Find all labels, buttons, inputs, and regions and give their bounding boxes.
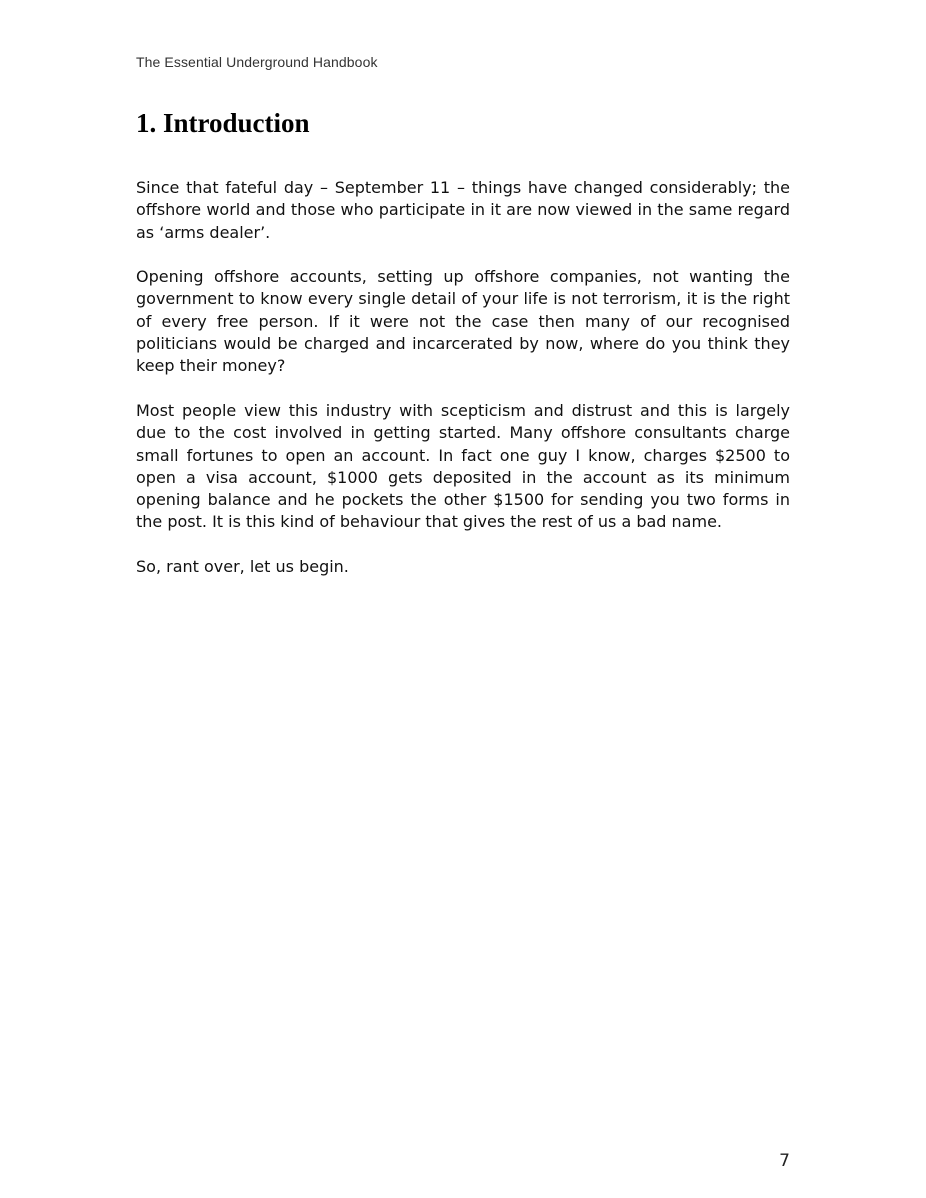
paragraph-1: Since that fateful day – September 11 – things have changed considerably; the offshore world and those who participate in it are now viewed in the same regard as ‘arms dealer’. xyxy=(136,178,790,242)
body-text xyxy=(136,177,790,601)
paragraph-4: So, rant over, let us begin. xyxy=(136,557,349,577)
page-number: 7 xyxy=(779,1151,790,1171)
chapter-title: 1. Introduction xyxy=(136,108,310,138)
paragraph-2: Opening offshore accounts, setting up offshore companies, not wanting the government to know every single detail of your life is not terrorism, it is the right of every free person. If it were not the case then many of our recognised politicians would be charged and incarcerated by now, where do you think they keep their money? xyxy=(136,267,790,376)
paragraph-3: Most people view this industry with scepticism and distrust and this is largely due to the cost involved in getting started. Many offshore consultants charge small fortunes to open an account. In fact one guy I know, charges $2500 to open a visa account, $1000 gets deposited in the account as its minimum opening balance and he pockets the other $1500 for sending you two forms in the post. It is this kind of behaviour that gives the rest of us a bad name. xyxy=(136,400,790,532)
running-header: The Essential Underground Handbook xyxy=(136,54,378,70)
